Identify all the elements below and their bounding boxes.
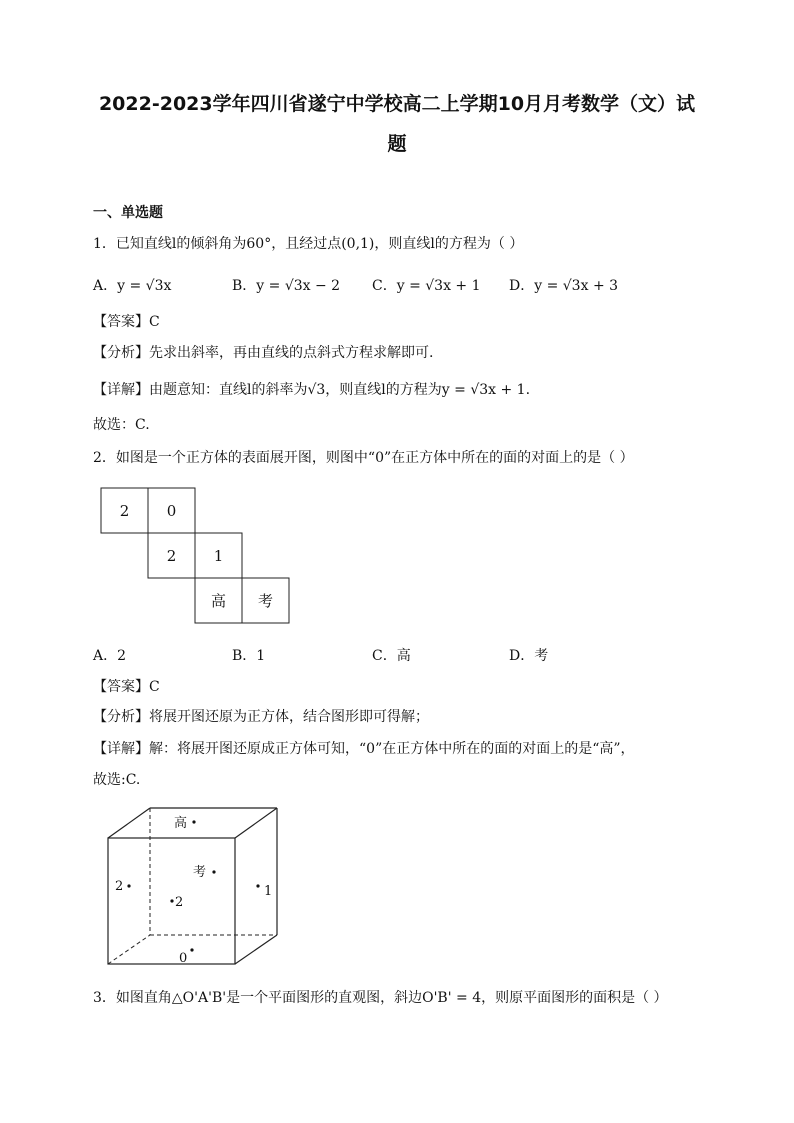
q2-option-d: D．考 <box>509 648 549 664</box>
cube-figure <box>100 800 285 970</box>
cube-face-label-front: 2 <box>175 895 184 910</box>
q2-answer: 【答案】C <box>93 679 160 695</box>
cube-face-label-bottom: 0 <box>179 951 188 966</box>
document-title <box>60 84 734 164</box>
q1-option-d: D．y = √3x + 3 <box>509 278 619 294</box>
q2-option-a: A．2 <box>93 648 127 664</box>
q1-choice: 故选：C. <box>93 417 150 433</box>
net-cell-label: 2 <box>166 547 177 565</box>
net-cell-label: 考 <box>257 592 274 610</box>
net-cell-label: 0 <box>166 502 177 520</box>
q2-option-b: B．1 <box>232 648 266 664</box>
q3-stem: 3．如图直角△O'A'B'是一个平面图形的直观图，斜边O'B' = 4，则原平面图形的面积是（ ） <box>93 990 668 1006</box>
title-line-2: 题 <box>387 133 407 155</box>
cube-face-label-top: 高 <box>174 816 188 831</box>
net-cell-label: 1 <box>213 547 224 565</box>
q2-detail: 【详解】解：将展开图还原成正方体可知，“0”在正方体中所在的面的对面上的是“高”， <box>93 741 635 757</box>
q2-analysis: 【分析】将展开图还原为正方体，结合图形即可得解； <box>93 709 429 725</box>
section-heading: 一、单选题 <box>93 205 163 221</box>
cube-face-label-left: 2 <box>115 879 124 894</box>
net-cell-label: 2 <box>119 502 130 520</box>
q1-answer: 【答案】C <box>93 314 160 330</box>
q1-option-c: C．y = √3x + 1 <box>372 278 481 294</box>
q2-stem: 2．如图是一个正方体的表面展开图，则图中“0”在正方体中所在的面的对面上的是（ ） <box>93 450 634 466</box>
q2-choice: 故选:C. <box>93 772 141 788</box>
q1-stem: 1．已知直线l的倾斜角为60°，且经过点(0,1)，则直线l的方程为（ ） <box>93 236 524 252</box>
q1-option-b: B．y = √3x − 2 <box>232 278 341 294</box>
q1-analysis: 【分析】先求出斜率，再由直线的点斜式方程求解即可. <box>93 345 434 361</box>
q1-option-a: A．y = √3x <box>93 278 172 294</box>
cube-net-figure <box>100 487 292 625</box>
q1-detail: 【详解】由题意知：直线l的斜率为√3，则直线l的方程为y = √3x + 1. <box>93 382 531 398</box>
cube-face-label-right: 1 <box>264 884 273 899</box>
cube-face-label-back: 考 <box>193 865 207 880</box>
q2-option-c: C．高 <box>372 648 411 664</box>
title-line-1: 2022-2023学年四川省遂宁中学校高二上学期10月月考数学（文）试 <box>98 93 696 115</box>
net-cell-label: 高 <box>210 592 227 610</box>
